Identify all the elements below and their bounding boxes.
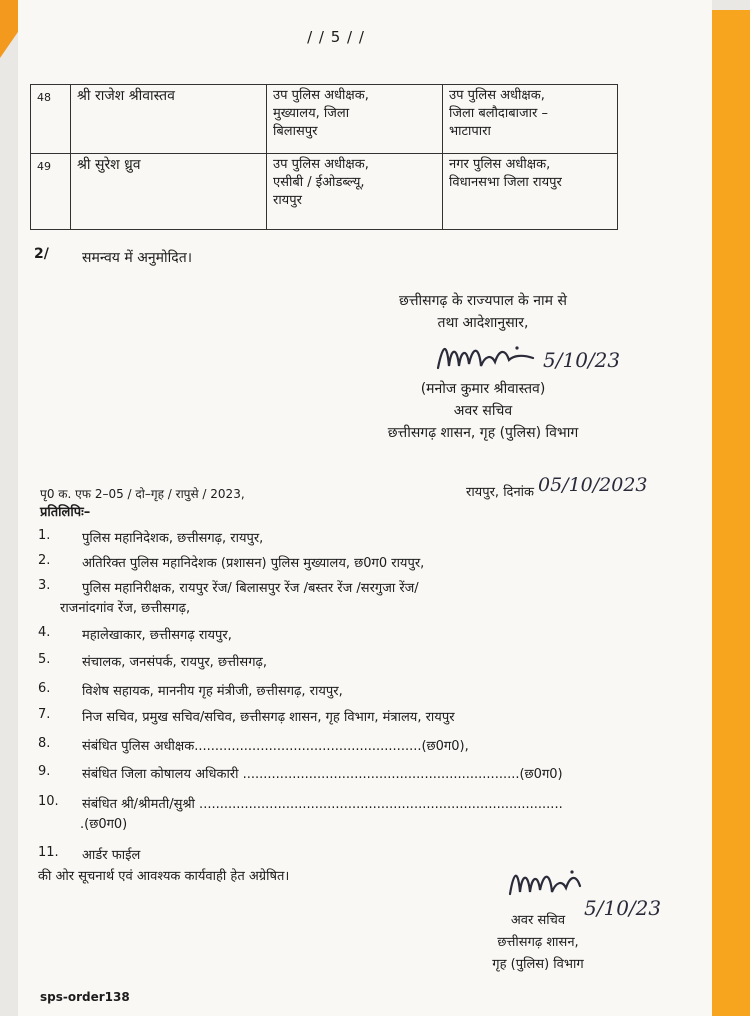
list-item-number: 2. — [38, 553, 51, 568]
current-posting-line: उप पुलिस अधीक्षक, — [273, 157, 369, 172]
current-posting — [267, 154, 443, 229]
list-item-text: निज सचिव, प्रमुख सचिव/सचिव, छत्तीसगढ़ शासन, गृह विभाग, मंत्रालय, रायपुर — [82, 710, 455, 725]
list-item-number: 4. — [38, 625, 51, 640]
list-item-number: 10. — [38, 794, 59, 809]
signature-date: 5/10/23 — [584, 896, 662, 920]
authority-line-1: छत्तीसगढ़ के राज्यपाल के नाम से — [399, 293, 567, 309]
authority-line-2: तथा आदेशानुसार, — [437, 315, 529, 331]
list-item-text: पुलिस महानिरीक्षक, रायपुर रेंज/ बिलासपुर रेंज /बस्तर रेंज /सरगुजा रेंज/ — [82, 581, 419, 596]
officer-name: श्री सुरेश ध्रुव — [71, 154, 267, 229]
list-item-number: 6. — [38, 681, 51, 696]
list-item-number: 3. — [38, 578, 51, 593]
signatory-designation: अवर सचिव — [453, 403, 513, 419]
approval-text: समन्वय में अनुमोदित। — [82, 250, 193, 266]
current-posting-line: उप पुलिस अधीक्षक, — [273, 88, 369, 103]
current-posting — [267, 85, 443, 153]
signatory-department: गृह (पुलिस) विभाग — [492, 957, 584, 972]
list-item-number: 8. — [38, 736, 51, 751]
new-posting-line: विधानसभा जिला रायपुर — [449, 175, 562, 190]
table-row — [31, 85, 617, 154]
officer-name: श्री राजेश श्रीवास्तव — [71, 85, 267, 153]
forwarding-note: की ओर सूचनार्थ एवं आवश्यक कार्यवाही हेत अग्रेषित। — [38, 869, 290, 884]
list-item-number: 9. — [38, 764, 51, 779]
list-item-text: संबंधित जिला कोषालय अधिकारी ...................................................................(छ0ग0) — [82, 767, 563, 782]
list-item-text: पुलिस महानिदेशक, छत्तीसगढ़, रायपुर, — [82, 531, 264, 546]
signatory-department: छत्तीसगढ़ शासन, गृह (पुलिस) विभाग — [387, 425, 579, 441]
new-posting — [443, 154, 617, 229]
signatory-government: छत्तीसगढ़ शासन, — [497, 935, 579, 950]
signature-image — [433, 338, 543, 378]
list-item-text: अतिरिक्त पुलिस महानिदेशक (प्रशासन) पुलिस मुख्यालय, छ0ग0 रायपुर, — [82, 556, 425, 571]
signatory-designation: अवर सचिव — [510, 913, 566, 928]
reference-date-label: रायपुर, दिनांक — [466, 485, 535, 500]
new-posting — [443, 85, 617, 153]
signature-date: 5/10/23 — [543, 348, 621, 372]
list-item-number: 5. — [38, 652, 51, 667]
serial-number: 48 — [31, 85, 71, 153]
new-posting-line: जिला बलौदाबाजार – — [449, 106, 548, 121]
current-posting-line: मुख्यालय, जिला — [273, 106, 350, 121]
list-item-text-continued: राजनांदगांव रेंज, छत्तीसगढ़, — [60, 601, 191, 616]
new-posting-line: भाटापारा — [449, 124, 491, 139]
new-posting-line: नगर पुलिस अधीक्षक, — [449, 157, 551, 172]
new-posting-line: उप पुलिस अधीक्षक, — [449, 88, 545, 103]
list-item-number: 1. — [38, 528, 51, 543]
list-item-text: आर्डर फाईल — [82, 848, 141, 863]
paragraph-number: 2/ — [34, 246, 49, 262]
transfer-table — [30, 84, 618, 230]
orange-edge-background — [712, 10, 750, 1016]
list-item-text-continued: .(छ0ग0) — [80, 817, 128, 832]
copy-to-label: प्रतिलिपिः– — [40, 505, 91, 520]
reference-number: पृ0 क. एफ 2–05 / दो–गृह / रापुसे / 2023, — [40, 487, 245, 501]
list-item-text: विशेष सहायक, माननीय गृह मंत्रीजी, छत्तीसगढ़, रायपुर, — [82, 684, 343, 699]
list-item-text: संबंधित श्री/श्रीमती/सुश्री ........................................................................................ — [82, 797, 563, 812]
signatory-name: (मनोज कुमार श्रीवास्तव) — [420, 381, 546, 397]
page-number: / / 5 / / — [307, 28, 365, 46]
table-row — [31, 154, 617, 229]
current-posting-line: रायपुर — [273, 193, 302, 208]
current-posting-line: बिलासपुर — [273, 124, 318, 139]
list-item-text: संबंधित पुलिस अधीक्षक.......................................................(छ0ग0), — [82, 739, 469, 754]
list-item-number: 7. — [38, 707, 51, 722]
serial-number: 49 — [31, 154, 71, 229]
reference-date: 05/10/2023 — [538, 474, 648, 496]
list-item-number: 11. — [38, 845, 59, 860]
document-page — [18, 0, 712, 1016]
list-item-text: संचालक, जनसंपर्क, रायपुर, छत्तीसगढ़, — [82, 655, 267, 670]
list-item-text: महालेखाकार, छत्तीसगढ़ रायपुर, — [82, 628, 232, 643]
current-posting-line: एसीबी / ईओडब्ल्यू, — [273, 175, 365, 190]
order-code: sps-order138 — [40, 990, 130, 1004]
